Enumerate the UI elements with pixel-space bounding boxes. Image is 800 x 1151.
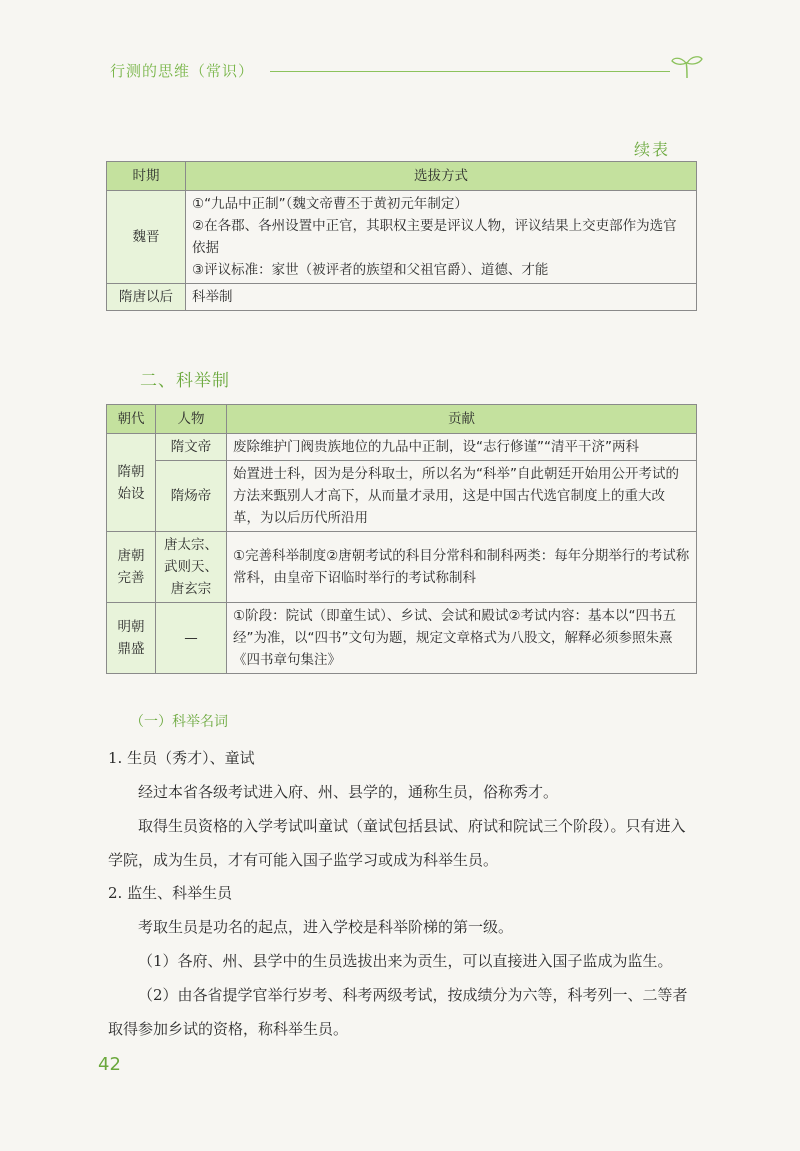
period-cell: 隋唐以后: [107, 284, 186, 311]
column-header-method: 选拔方式: [186, 162, 697, 191]
method-line: ①“九品中正制”（魏文帝曹丕于黄初元年制定）: [192, 196, 468, 212]
person-cell: 隋文帝: [156, 434, 227, 461]
column-header-dynasty: 朝代: [107, 405, 156, 434]
contribution-cell: ①阶段：院试（即童生试）、乡试、会试和殿试②考试内容：基本以“四书五经”为准，以“四书”文句为题，规定文章格式为八股文，解释必须参照朱熹《四书章句集注》: [227, 603, 697, 674]
table-row: [107, 191, 697, 284]
dynasty-cell: 隋朝始设: [107, 434, 156, 532]
contribution-cell: 始置进士科，因为是分科取士，所以名为“科举”自此朝廷开始用公开考试的方法来甄别人才高下，从而量才录用，这是中国古代选官制度上的重大改革，为以后历代所沿用: [227, 461, 697, 532]
imperial-exam-table: [106, 404, 697, 674]
person-cell: 隋炀帝: [156, 461, 227, 532]
paragraph-heading: 1. 生员（秀才）、童试: [108, 749, 255, 767]
dynasty-cell: 唐朝完善: [107, 532, 156, 603]
contribution-cell: ①完善科举制度②唐朝考试的科目分常科和制科两类：每年分期举行的考试称常科，由皇帝下诏临时举行的考试称制科: [227, 532, 697, 603]
paragraph: （1）各府、州、县学中的生员选拔出来为贡生，可以直接进入国子监成为监生。: [138, 952, 673, 970]
table-row: [107, 434, 697, 461]
paragraph: 取得生员资格的入学考试叫童试（童试包括县试、府试和院试三个阶段）。只有进入学院，成为生员，才有可能入国子监学习或成为科举生员。: [108, 817, 686, 869]
person-cell: —: [156, 603, 227, 674]
page-header: [110, 58, 710, 88]
column-header-contribution: 贡献: [227, 405, 697, 434]
method-cell: [186, 191, 697, 284]
period-cell: 魏晋: [107, 191, 186, 284]
person-cell: 唐太宗、武则天、唐玄宗: [156, 532, 227, 603]
continued-table-label: 续表: [633, 140, 670, 159]
paragraph: （2）由各省提学官举行岁考、科考两级考试，按成绩分为六等，科考列一、二等者取得参加乡试的资格，称科举生员。: [108, 986, 688, 1038]
sub-heading: （一）科举名词: [130, 714, 228, 730]
table-row: [107, 284, 697, 311]
dynasty-cell: 明朝鼎盛: [107, 603, 156, 674]
page-number: 42: [98, 1054, 121, 1075]
table-row: [107, 532, 697, 603]
paragraph: 经过本省各级考试进入府、州、县学的，通称生员，俗称秀才。: [138, 783, 559, 801]
selection-methods-table: [106, 161, 697, 311]
contribution-cell: 废除维护门阀贵族地位的九品中正制，设“志行修谨”“清平干济”两科: [227, 434, 697, 461]
paragraph: 考取生员是功名的起点，进入学校是科举阶梯的第一级。: [138, 918, 514, 936]
method-line: ③评议标准：家世（被评者的族望和父祖官爵）、道德、才能: [192, 262, 549, 278]
column-header-period: 时期: [107, 162, 186, 191]
method-cell: 科举制: [186, 284, 697, 311]
table-row: [107, 461, 697, 532]
column-header-person: 人物: [156, 405, 227, 434]
header-divider: [270, 71, 670, 72]
header-title: 行测的思维（常识）: [110, 62, 255, 80]
sprout-icon: [670, 52, 704, 80]
table-row: [107, 603, 697, 674]
method-line: ②在各郡、各州设置中正官，其职权主要是评议人物，评议结果上交吏部作为选官依据: [192, 218, 677, 256]
section-heading: 二、科举制: [140, 371, 230, 391]
paragraph-heading: 2. 监生、科举生员: [108, 884, 233, 902]
